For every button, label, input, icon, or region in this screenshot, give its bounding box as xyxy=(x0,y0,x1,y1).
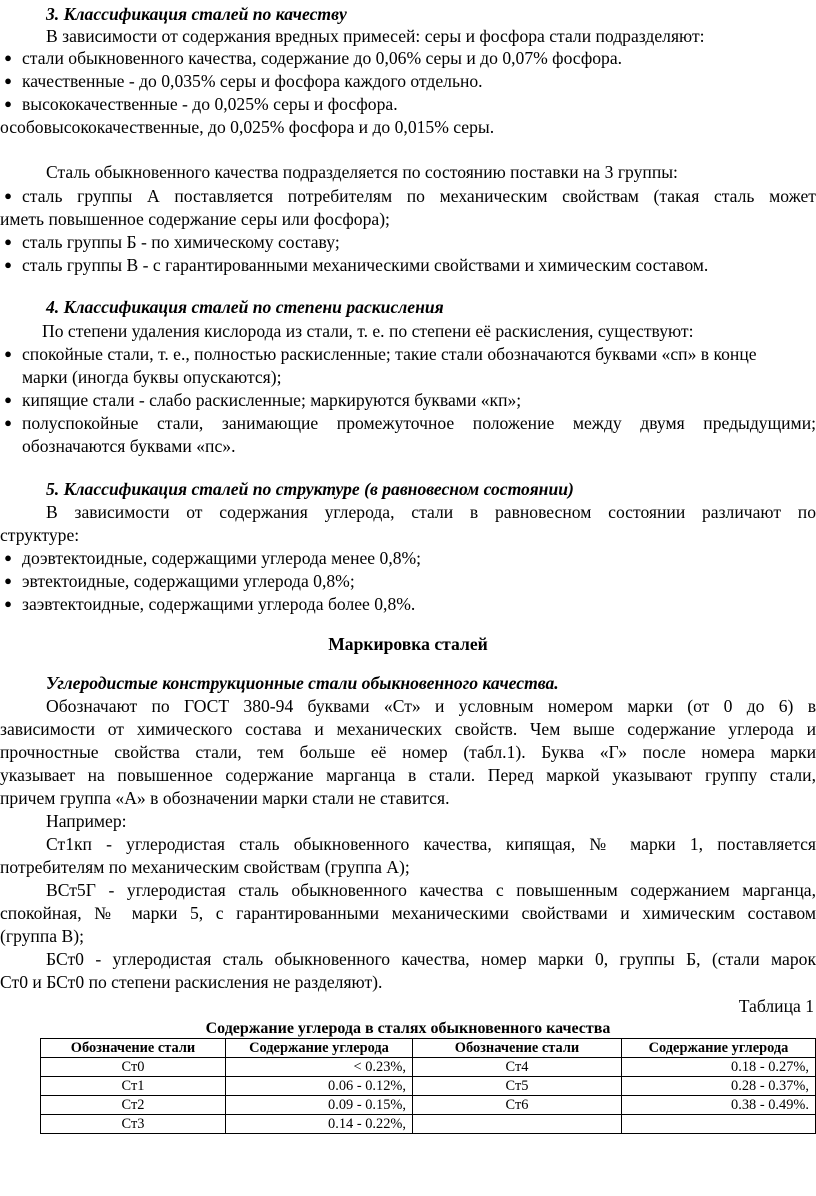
section-4-heading: 4. Классификация сталей по степени раскисления xyxy=(46,297,444,317)
paragraph-continuation: иметь повышенное содержание серы или фосфора); xyxy=(0,209,390,229)
bullet-icon: ● xyxy=(4,50,12,65)
table-cell: Ст1 xyxy=(41,1077,226,1096)
table-header-row xyxy=(41,1039,816,1058)
section-5-heading: 5. Классификация сталей по структуре (в равновесном состоянии) xyxy=(46,479,574,499)
example-line: спокойная, № марки 5, с гарантированными механическими свойствами и химическим составом xyxy=(0,903,816,923)
example-line: БСт0 - углеродистая сталь обыкновенного качества, номер марки 0, группы Б, (стали марок xyxy=(46,949,816,969)
table-caption: Содержание углерода в сталях обыкновенного качества xyxy=(205,1020,611,1037)
column-header: Обозначение стали xyxy=(41,1039,226,1058)
example-line: ВСт5Г - углеродистая сталь обыкновенного качества с повышенным содержанием марганца, xyxy=(46,880,816,900)
table-cell: < 0.23%, xyxy=(226,1058,413,1077)
paragraph-line: прочностные свойства стали, тем больше её номер (табл.1). Буква «Г» после номера марки xyxy=(0,742,816,762)
bullet-icon: ● xyxy=(4,96,12,111)
table-cell xyxy=(622,1115,816,1134)
list-item-continuation: марки (иногда буквы опускаются); xyxy=(22,367,282,387)
bullet-icon: ● xyxy=(4,234,12,249)
paragraph-line: причем группа «А» в обозначении марки стали не ставится. xyxy=(0,788,450,808)
column-header: Содержание углерода xyxy=(622,1039,816,1058)
table-label: Таблица 1 xyxy=(738,996,814,1016)
example-line: Ст0 и БСт0 по степени раскисления не разделяют). xyxy=(0,972,383,992)
table-cell: 0.06 - 0.12%, xyxy=(226,1077,413,1096)
paragraph-line: указывает на повышенное содержание марганца в стали. Перед маркой указывают группу стали, xyxy=(0,765,816,785)
example-label: Например: xyxy=(46,811,127,831)
section-5-intro: В зависимости от содержания углерода, стали в равновесном состоянии различают по xyxy=(46,502,816,522)
column-header: Содержание углерода xyxy=(226,1039,413,1058)
table-cell: Ст2 xyxy=(41,1096,226,1115)
list-item-continuation: обозначаются буквами «пс». xyxy=(22,436,236,456)
table-row xyxy=(41,1096,816,1115)
table-cell: 0.09 - 0.15%, xyxy=(226,1096,413,1115)
bullet-icon: ● xyxy=(4,596,12,611)
bullet-icon: ● xyxy=(4,550,12,565)
table-cell: Ст6 xyxy=(413,1096,622,1115)
example-line: Ст1кп - углеродистая сталь обыкновенного качества, кипящая, № марки 1, поставляется xyxy=(46,834,816,854)
example-line: потребителям по механическим свойствам (группа А); xyxy=(0,857,410,877)
table-cell: 0.38 - 0.49%. xyxy=(622,1096,816,1115)
column-header: Обозначение стали xyxy=(413,1039,622,1058)
section-3-heading: 3. Классификация сталей по качеству xyxy=(46,4,347,24)
paragraph: Сталь обыкновенного качества подразделяется по состоянию поставки на 3 группы: xyxy=(46,162,678,182)
table-cell: Ст3 xyxy=(41,1115,226,1134)
bullet-icon: ● xyxy=(4,392,12,407)
table-row xyxy=(41,1115,816,1134)
section-3-intro: В зависимости от содержания вредных примесей: серы и фосфора стали подразделяют: xyxy=(46,26,705,46)
bullet-icon: ● xyxy=(4,73,12,88)
paragraph-line: Обозначают по ГОСТ 380-94 буквами «Ст» и условным номером марки (от 0 до 6) в xyxy=(46,696,816,716)
table-cell: 0.28 - 0.37%, xyxy=(622,1077,816,1096)
bullet-icon: ● xyxy=(4,415,12,430)
paragraph-line: зависимости от химического состава и механических свойств. Чем выше содержание углерода и xyxy=(0,719,816,739)
table-cell: Ст5 xyxy=(413,1077,622,1096)
bullet-icon: ● xyxy=(4,257,12,272)
page-title: Маркировка сталей xyxy=(328,634,488,654)
table-cell xyxy=(413,1115,622,1134)
bullet-icon: ● xyxy=(4,346,12,361)
paragraph: особовысококачественные, до 0,025% фосфора и до 0,015% серы. xyxy=(0,117,495,137)
carbon-content-table xyxy=(40,1038,816,1134)
example-line: (группа В); xyxy=(0,926,84,946)
document-page: 3. Классификация сталей по качеству В зависимости от содержания вредных примесей: серы и фосфора стали подразделяют: ● стали обыкновенного качества, содержание до 0,06% серы и до 0,07% фосфора. ● качественные - до 0,035% серы и фосфора каждого отдельно. ● высококачественные - до 0,025% серы и фосфора. особовысококачественные, до 0,025% фосфора и до 0,015% серы. Сталь обыкновенного качества подразделяется по состоянию поставки на 3 группы: ● сталь группы А поставляется потребителям по механическим свойствам (такая сталь может иметь повышенное содержание серы или фосфора); ● сталь группы Б - по химическому составу; ● сталь группы В - с гарантированными механическими свойствами и химическим составом. 4. Классификация сталей по степени раскисления По степени удаления кислорода из стали, т. е. по степени её раскисления, существуют: ● спокойные стали, т. е., полностью раскисленные; такие стали обозначаются буквами «сп» в конце марки (иногда буквы опускаются); ● кипящие стали - слабо раскисленные; маркируются буквами «кп»; ● полуспокойные стали, занимающие промежуточное положение между двумя предыдущими; обозначаются буквами «пс». 5. Классификация сталей по структуре (в равновесном состоянии) В зависимости от содержания углерода, стали в равновесном состоянии различают по структуре: ● доэвтектоидные, содержащими углерода менее 0,8%; ● эвтектоидные, содержащими углерода 0,8%; ● заэвтектоидные, содержащими углерода более 0,8%. Маркировка сталей Углеродистые конструкционные стали обыкновенного качества. Обозначают по ГОСТ 380-94 буквами «Ст» и условным номером марки (от 0 до 6) в зависимости от химического состава и механических свойств. Чем выше содержание углерода и прочностные свойства стали, тем больше её номер (табл.1). Буква «Г» после номера марки указывает на повышенное содержание марганца в стали. Перед маркой указывают группу стали, причем группа «А» в обозначении марки стали не ставится. Например: Ст1кп - углеродистая сталь обыкновенного качества, кипящая, № марки 1, поставляется потребителям по механическим свойствам (группа А); ВСт5Г - углеродистая сталь обыкновенного качества с повышенным содержанием марганца, спокойная, № марки 5, с гарантированными механическими свойствами и химическим составом (группа В); БСт0 - углеродистая сталь обыкновенного качества, номер марки 0, группы Б, (стали марок Ст0 и БСт0 по степени раскисления не разделяют). Таблица 1 Содержание углерода в сталях обыкновенного качества Обозначение стали Содержание углерода Обозначение стали Содержание углерода Ст0 < 0.23%, Ст4 0.18 - 0.27%, Ст1 0.06 - 0.12%, Ст5 0.28 - 0.37%, Ст2 0.09 - 0.15%, Ст6 0.38 - 0.49%. Ст3 0.14 - 0.22%, xyxy=(0,0,816,1196)
table-cell: Ст4 xyxy=(413,1058,622,1077)
section-4-intro: По степени удаления кислорода из стали, т. е. по степени её раскисления, существуют: xyxy=(42,321,694,341)
bullet-icon: ● xyxy=(4,573,12,588)
bullet-icon: ● xyxy=(4,188,12,203)
table-row xyxy=(41,1058,816,1077)
paragraph-continuation: структуре: xyxy=(0,525,80,545)
table-cell: 0.18 - 0.27%, xyxy=(622,1058,816,1077)
table-cell: Ст0 xyxy=(41,1058,226,1077)
table-row xyxy=(41,1077,816,1096)
table-cell: 0.14 - 0.22%, xyxy=(226,1115,413,1134)
subsection-heading: Углеродистые конструкционные стали обыкновенного качества. xyxy=(46,673,559,693)
